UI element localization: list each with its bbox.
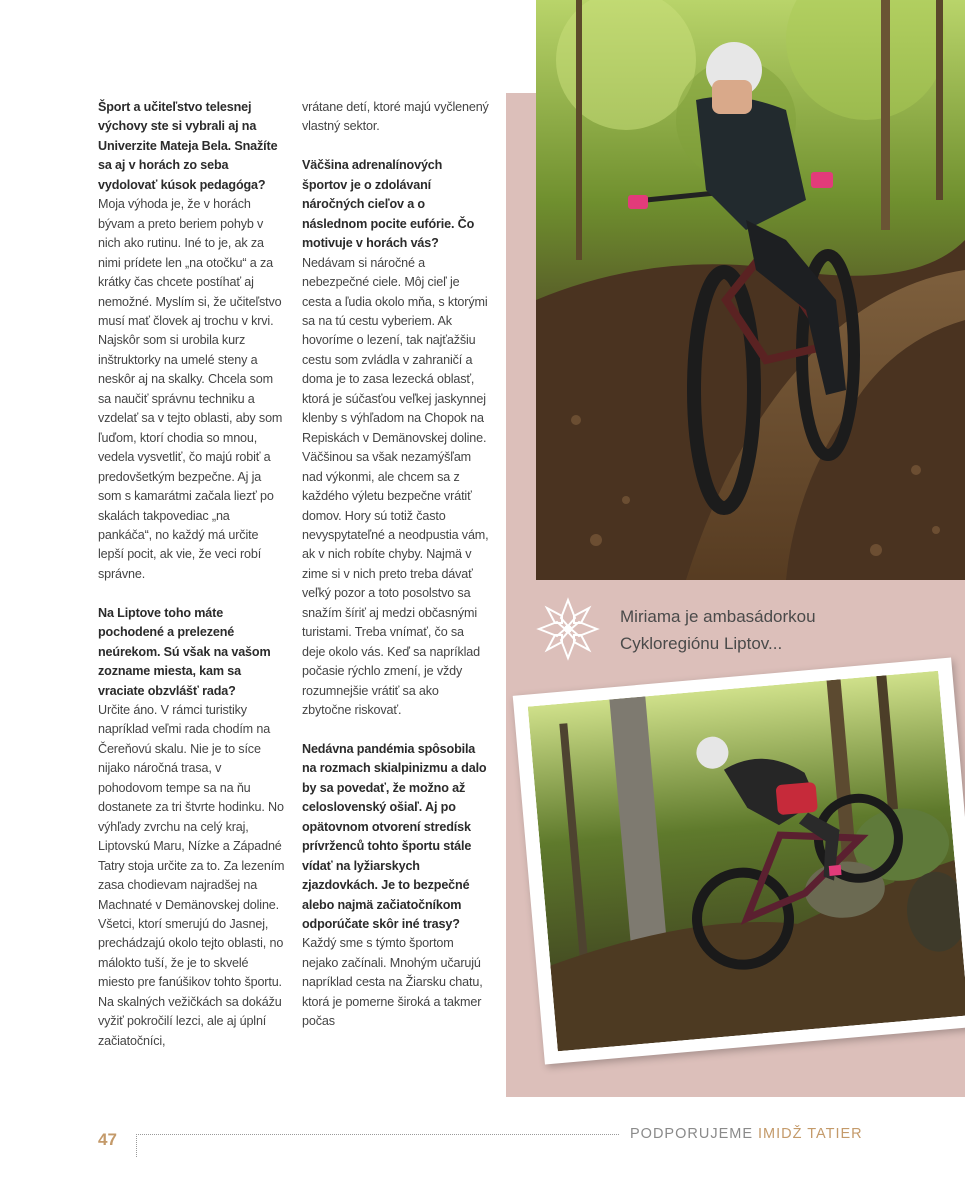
section-label-plain: PODPORUJEME	[630, 1126, 759, 1142]
interview-question: Väčšina adrenalínových športov je o zdolávaní náročných cieľov a o následnom pocite eufórie. Čo motivuje v horách vás?	[302, 158, 475, 251]
photo-mountain-biker-forest-trail	[536, 0, 965, 580]
interview-question: Šport a učiteľstvo telesnej výchovy ste si vybrali aj na Univerzite Mateja Bela. Snažíte sa aj v horách zo seba vydolovať kúsok pedagóga?	[98, 100, 278, 192]
photo-mountain-biker-rocks	[528, 671, 965, 1052]
qa-block	[302, 740, 490, 1032]
article-column-2	[302, 98, 490, 1051]
polaroid-photo-frame	[513, 658, 965, 1065]
interview-answer-continued: vrátane detí, ktoré majú vyčlenený vlastný sektor.	[302, 100, 489, 134]
qa-block	[98, 98, 286, 584]
flower-ornament-icon	[535, 596, 601, 662]
qa-block	[98, 604, 286, 1051]
interview-question: Nedávna pandémia spôsobila na rozmach skialpinizmu a dalo by sa povedať, že možno až celoslovenský ošiaľ. Aj po opätovnom otvorení stredísk prívrženců tohto športu stále vídať na lyžiarskych zjazdovkách. Je to bezpečné alebo najmä začiatočníkom odporúčate skôr iné trasy?	[302, 741, 487, 931]
section-label	[630, 1126, 863, 1142]
caption-line-2: Cykloregiónu Liptov...	[620, 634, 783, 653]
continued-answer	[302, 98, 490, 137]
qa-block	[302, 156, 490, 720]
footer-dotted-rule	[136, 1134, 619, 1157]
interview-question: Na Liptove toho máte pochodené a prelezené neúrekom. Sú však na vašom zozname miesta, kam sa vraciate obzvlášť rada?	[98, 605, 271, 698]
caption-line-1: Miriama je ambasádorkou	[620, 607, 816, 626]
interview-answer: Moja výhoda je, že v horách bývam a preto beriem pohyb v nich ako rutinu. Iné to je, ak za nimi prídete len „na otočku“ a za krátky čas chcete postíhať aj nemožné. Myslím si, že učiteľstvo musí mať človek aj trochu v krvi. Najskôr som si urobila kurz inštruktorky na umelé steny a neskôr aj na skalky. Chcela som sa naučiť správnu techniku a vzdelať sa v tejto oblasti, aby som ľuďom, ktorí chodia so mnou, vedela vysvetliť, čo majú robiť a predovšetkým bezpečne. Aj ja som s kamarátmi začala liezť po skalách takpovediac „na pankáča“, no každý má určite lepší pocit, ak vie, že veci robí správne.	[98, 197, 283, 581]
page-number: 47	[98, 1130, 117, 1149]
section-label-accent: IMIDŽ TATIER	[758, 1126, 863, 1142]
article-column-1	[98, 98, 286, 1071]
interview-answer: Nedávam si náročné a nebezpečné ciele. Môj cieľ je cesta a ľudia okolo mňa, s ktorými sa na tú cestu vyberiem. Ak hovoríme o lezení, tak najťažšiu cestu som zvládla v zahraničí a doma je to zasa lezecká oblasť, ktorá je súčasťou veľkej jaskynnej klenby s výhľadom na Chopok na Repiskách v Demänovskej doline. Väčšinou sa však nezamýšľam nad výkonmi, ale chcem sa z každého výletu bezpečne vrátiť domov. Hory sú totiž často nevyspytateľné a neodpustia vám, ak v nich robíte chyby. Najmä v zime si v nich preto treba dávať veľký pozor a toto posolstvo sa snažím šíriť aj medzi občasnými turistami. Treba vnímať, čo sa deje okolo vás. Keď sa napríklad počasie rýchlo zmení, je vždy rozumnejšie vrátiť sa ako zbytočne riskovať.	[302, 255, 489, 718]
interview-answer: Každý sme s týmto športom nejako začínali. Mnohým učarujú napríklad cesta na Žiarsku chatu, ktorá je pomerne široká a takmer počas	[302, 936, 483, 1029]
interview-answer: Určite áno. V rámci turistiky napríklad veľmi rada chodím na Čereňovú skalu. Nie je to síce nijako náročná trasa, v pohodovom tempe sa na ňu dostanete za tri štvrte hodinku. No výhľady zvrchu na celý kraj, Liptovskú Maru, Nízke a Západné Tatry stoja určite za to. Za lezením zasa chodievam najradšej na Machnaté v Demänovskej doline. Všetci, ktorí smerujú do Jasnej, prechádzajú okolo tejto oblasti, no málokto tuší, že je to skvelé miesto pre fanúšikov tohto športu. Na skalných vežičkách sa dokážu vyžiť pokročilí lezci, ale aj úplní začiatočníci,	[98, 703, 285, 1048]
photo-caption	[620, 603, 920, 657]
